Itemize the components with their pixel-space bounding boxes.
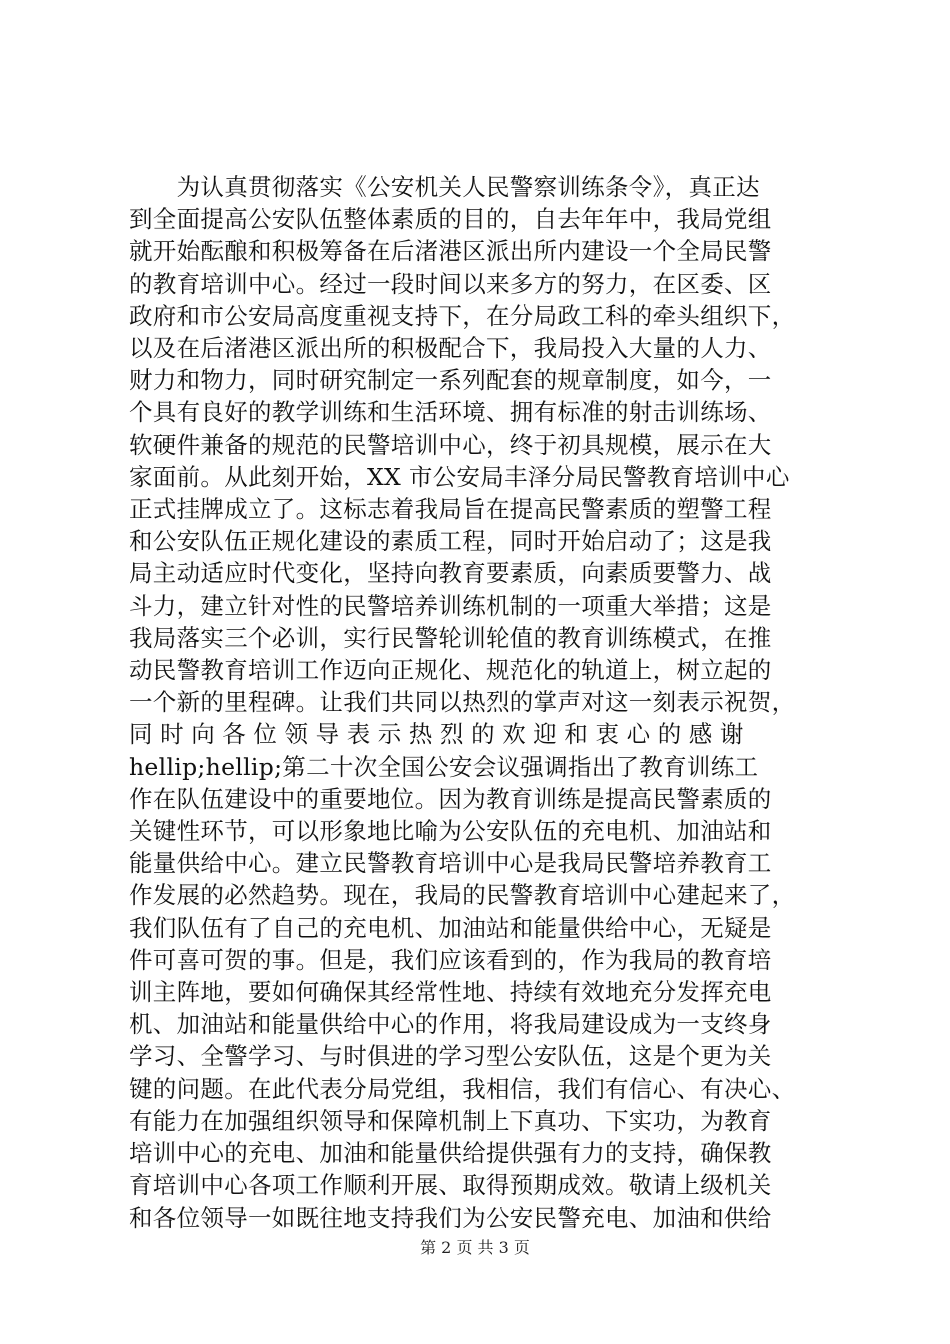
text-line: hellip;hellip;第二十次全国公安会议强调指出了教育训练工	[129, 752, 759, 781]
text-line: 就开始酝酿和积极筹备在后渚港区派出所内建设一个全局民警	[129, 237, 772, 266]
text-line: 关键性环节，可以形象地比喻为公安队伍的充电机、加油站和	[129, 817, 772, 846]
text-line: 同时向各位领导表示热烈的欢迎和衷心的感谢	[129, 720, 751, 749]
text-line: 学习、全警学习、与时俱进的学习型公安队伍，这是个更为关	[129, 1042, 772, 1071]
text-line: 的教育培训中心。经过一段时间以来多方的努力，在区委、区	[129, 269, 772, 298]
text-line: 一个新的里程碑。让我们共同以热烈的掌声对这一刻表示祝贺，	[129, 688, 796, 717]
text-line: 软硬件兼备的规范的民警培训中心，终于初具规模，展示在大	[129, 430, 772, 459]
page-number-footer: 第 2 页 共 3 页	[420, 1238, 530, 1257]
text-line: 键的问题。在此代表分局党组，我相信，我们有信心、有决心、	[129, 1074, 796, 1103]
text-line: 我局落实三个必训，实行民警轮训轮值的教育训练模式，在推	[129, 623, 772, 652]
text-line: 以及在后渚港区派出所的积极配合下，我局投入大量的人力、	[129, 334, 772, 363]
text-line: 培训中心的充电、加油和能量供给提供强有力的支持，确保教	[129, 1139, 772, 1168]
text-line: 训主阵地，要如何确保其经常性地、持续有效地充分发挥充电	[129, 978, 772, 1007]
text-line: 家面前。从此刻开始，XX 市公安局丰泽分局民警教育培训中心	[129, 462, 790, 491]
text-line: 政府和市公安局高度重视支持下，在分局政工科的牵头组织下，	[129, 301, 796, 330]
body-paragraph	[129, 171, 835, 1234]
text-line: 到全面提高公安队伍整体素质的目的，自去年年中，我局党组	[129, 205, 772, 234]
text-line: 机、加油站和能量供给中心的作用，将我局建设成为一支终身	[129, 1010, 772, 1039]
text-line: 为认真贯彻落实《公安机关人民警察训练条令》，真正达	[129, 173, 760, 201]
text-line: 能量供给中心。建立民警教育培训中心是我局民警培养教育工	[129, 849, 772, 878]
text-line: 个具有良好的教学训练和生活环境、拥有标准的射击训练场、	[129, 398, 772, 427]
text-line: 件可喜可贺的事。但是，我们应该看到的，作为我局的教育培	[129, 945, 772, 974]
text-line: 正式挂牌成立了。这标志着我局旨在提高民警素质的塑警工程	[129, 495, 772, 524]
text-line: 局主动适应时代变化，坚持向教育要素质，向素质要警力、战	[129, 559, 772, 588]
text-line: 和公安队伍正规化建设的素质工程，同时开始启动了；这是我	[129, 527, 772, 556]
text-line: 和各位领导一如既往地支持我们为公安民警充电、加油和供给	[129, 1203, 772, 1232]
text-line: 动民警教育培训工作迈向正规化、规范化的轨道上，树立起的	[129, 656, 772, 685]
text-line: 斗力，建立针对性的民警培养训练机制的一项重大举措；这是	[129, 591, 772, 620]
text-line: 财力和物力，同时研究制定一系列配套的规章制度，如今，一	[129, 366, 772, 395]
text-line: 作发展的必然趋势。现在，我局的民警教育培训中心建起来了，	[129, 881, 796, 910]
text-line: 育培训中心各项工作顺利开展、取得预期成效。敬请上级机关	[129, 1171, 772, 1200]
text-line: 我们队伍有了自己的充电机、加油站和能量供给中心，无疑是	[129, 913, 772, 942]
text-line: 有能力在加强组织领导和保障机制上下真功、下实功，为教育	[129, 1106, 772, 1135]
text-line: 作在队伍建设中的重要地位。因为教育训练是提高民警素质的	[129, 784, 772, 813]
